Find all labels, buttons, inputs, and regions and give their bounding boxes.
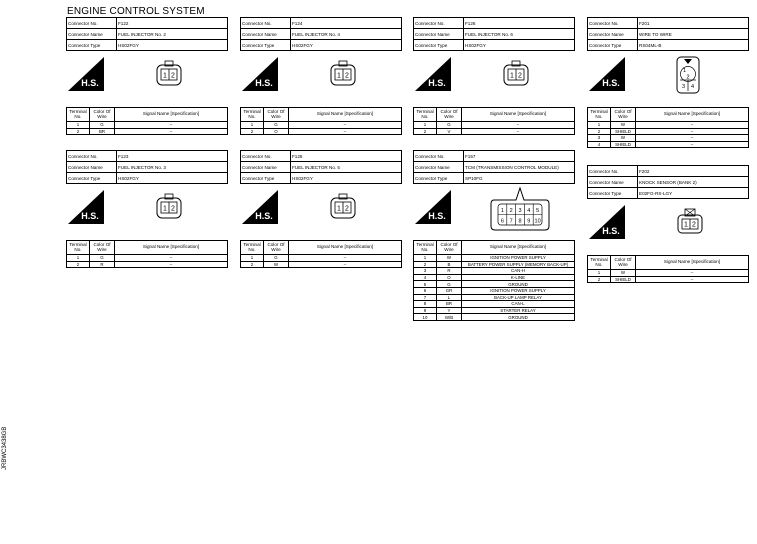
hs-badge-icon <box>68 57 104 91</box>
table-row: 1 G – <box>241 255 402 262</box>
connector-no: F202 <box>638 166 749 177</box>
col-terminal: Terminal No. <box>67 108 90 122</box>
pin-label: 4 <box>527 208 531 214</box>
col-color: Color Of Wire <box>264 241 289 255</box>
connector-no: F122 <box>117 18 228 29</box>
connector-face-2pin-icon <box>328 192 358 222</box>
pin-label: 2 <box>171 72 175 80</box>
col-signal: Signal Name [Specification] <box>115 241 228 255</box>
hs-badge-label: H.S. <box>81 78 99 88</box>
col-color: Color Of Wire <box>90 241 115 255</box>
terminal-table <box>587 255 749 283</box>
pin-label: 2 <box>509 208 513 214</box>
pin-label: 2 <box>345 205 349 213</box>
pin-label: 5 <box>536 208 540 214</box>
connector-name: FUEL INJECTOR No. 5 <box>291 162 402 173</box>
connector-block-f122 <box>66 17 228 135</box>
connector-face-2pin-icon <box>154 192 184 222</box>
connector-type: HS02FGY <box>464 40 575 51</box>
pin-label: 1 <box>163 72 167 80</box>
connector-name: FUEL INJECTOR No. 3 <box>117 162 228 173</box>
col-color: Color Of Wire <box>611 256 636 270</box>
pin-label: 2 <box>686 74 690 81</box>
table-row: 2 W – <box>241 261 402 268</box>
col-signal: Signal Name [Specification] <box>636 256 749 270</box>
col-signal: Signal Name [Specification] <box>289 108 402 122</box>
hs-badge-label: H.S. <box>602 226 620 236</box>
label-connector-type: Connector Type <box>67 173 117 184</box>
label-connector-name: Connector Name <box>588 29 638 40</box>
label-connector-no: Connector No. <box>414 18 464 29</box>
connector-face-2pin-icon <box>154 59 184 89</box>
page-title: ENGINE CONTROL SYSTEM <box>67 6 205 17</box>
table-row: 2 B BATTERY POWER SUPPLY (MEMORY BACK-UP) <box>414 261 575 268</box>
col-terminal: Terminal No. <box>588 256 611 270</box>
col-color: Color Of Wire <box>611 108 636 122</box>
connector-no: F124 <box>291 18 402 29</box>
table-row: 2 SHIELD – <box>588 276 749 283</box>
table-row: 1 G – <box>67 255 228 262</box>
label-connector-name: Connector Name <box>67 29 117 40</box>
connector-header-table <box>66 150 228 184</box>
label-connector-type: Connector Type <box>414 40 464 51</box>
table-row: 9 Y STARTER RELAY <box>414 307 575 314</box>
table-row: 4 SHIELD – <box>588 141 749 148</box>
label-connector-no: Connector No. <box>67 18 117 29</box>
table-row: 1 G – <box>67 122 228 129</box>
connector-header-table <box>587 165 749 199</box>
connector-header-table <box>240 150 402 184</box>
label-connector-name: Connector Name <box>588 177 638 188</box>
pin-label: 10 <box>534 218 541 225</box>
col-color: Color Of Wire <box>437 108 462 122</box>
connector-face-2pin-icon <box>501 59 531 89</box>
pin-label: 1 <box>510 72 514 80</box>
table-row: 2 BR – <box>67 128 228 135</box>
connector-name: TCM (TRANSMISSION CONTROL MODULE) <box>464 162 575 173</box>
hs-badge-label: H.S. <box>81 211 99 221</box>
pin-label: 7 <box>509 218 513 225</box>
pin-label: 1 <box>163 205 167 213</box>
table-row: 5 G GROUND <box>414 281 575 288</box>
pin-label: 9 <box>527 218 531 225</box>
col-terminal: Terminal No. <box>414 108 437 122</box>
table-row: 2 R – <box>67 261 228 268</box>
connector-header-table <box>240 17 402 51</box>
col-terminal: Terminal No. <box>241 108 264 122</box>
hs-badge-label: H.S. <box>255 78 273 88</box>
col-signal: Signal Name [Specification] <box>115 108 228 122</box>
hs-badge-icon <box>242 57 278 91</box>
connector-no: F125 <box>291 151 402 162</box>
pin-label: 2 <box>345 72 349 80</box>
connector-no: F157 <box>464 151 575 162</box>
label-connector-no: Connector No. <box>414 151 464 162</box>
connector-face-4pin-icon <box>675 55 701 95</box>
col-signal: Signal Name [Specification] <box>462 241 575 255</box>
pin-label: 3 <box>518 208 522 214</box>
hs-badge-icon <box>415 57 451 91</box>
connector-header-table <box>66 17 228 51</box>
connector-no: F201 <box>638 18 749 29</box>
table-row: 1 G – <box>414 122 575 129</box>
terminal-table <box>66 240 228 268</box>
pin-label: 2 <box>518 72 522 80</box>
table-row: 1 W – <box>588 270 749 277</box>
hs-badge-icon <box>589 205 625 239</box>
connector-header-table <box>413 150 575 184</box>
connector-face-10pin-icon <box>489 184 551 232</box>
col-terminal: Terminal No. <box>67 241 90 255</box>
label-connector-no: Connector No. <box>588 18 638 29</box>
label-connector-type: Connector Type <box>67 40 117 51</box>
hs-badge-icon <box>415 190 451 224</box>
document-code: JRBWC3438GB <box>2 426 8 470</box>
label-connector-no: Connector No. <box>241 151 291 162</box>
terminal-table <box>587 107 749 148</box>
connector-block-f123 <box>66 150 228 268</box>
label-connector-name: Connector Name <box>241 162 291 173</box>
hs-badge-label: H.S. <box>255 211 273 221</box>
label-connector-type: Connector Type <box>588 188 638 199</box>
terminal-table <box>413 107 575 135</box>
hs-badge-label: H.S. <box>602 78 620 88</box>
connector-block-f124 <box>240 17 402 135</box>
pin-label: 1 <box>500 208 504 214</box>
connector-name: FUEL INJECTOR No. 6 <box>464 29 575 40</box>
table-row: 1 W IGNITION POWER SUPPLY <box>414 255 575 262</box>
connector-block-f126 <box>413 17 575 135</box>
col-terminal: Terminal No. <box>241 241 264 255</box>
col-color: Color Of Wire <box>264 108 289 122</box>
table-row: 2 O – <box>241 128 402 135</box>
connector-name: FUEL INJECTOR No. 4 <box>291 29 402 40</box>
col-terminal: Terminal No. <box>414 241 437 255</box>
hs-badge-label: H.S. <box>428 78 446 88</box>
label-connector-no: Connector No. <box>67 151 117 162</box>
connector-name: FUEL INJECTOR No. 2 <box>117 29 228 40</box>
table-row: 1 G – <box>241 122 402 129</box>
pin-label: 2 <box>171 205 175 213</box>
connector-name: KNOCK SENSOR (BANK 2) <box>638 177 749 188</box>
table-row: 3 W – <box>588 135 749 142</box>
label-connector-no: Connector No. <box>588 166 638 177</box>
connector-block-f125 <box>240 150 402 268</box>
connector-no: F123 <box>117 151 228 162</box>
col-signal: Signal Name [Specification] <box>636 108 749 122</box>
table-row: 3 R CAN-H <box>414 268 575 275</box>
connector-type: HS02FGY <box>117 173 228 184</box>
label-connector-type: Connector Type <box>588 40 638 51</box>
label-connector-name: Connector Name <box>67 162 117 173</box>
connector-header-table <box>587 17 749 51</box>
table-row: 10 W/B GROUND <box>414 314 575 321</box>
pin-label: 1 <box>337 72 341 80</box>
hs-badge-label: H.S. <box>428 211 446 221</box>
connector-block-f202 <box>587 165 749 283</box>
connector-type: HS02FGY <box>291 173 402 184</box>
label-connector-no: Connector No. <box>241 18 291 29</box>
label-connector-type: Connector Type <box>414 173 464 184</box>
connector-type: E02FG-RS-LGY <box>638 188 749 199</box>
pin-label: 1 <box>682 68 687 74</box>
connector-type: RS04ML-B <box>638 40 749 51</box>
label-connector-name: Connector Name <box>241 29 291 40</box>
col-signal: Signal Name [Specification] <box>462 108 575 122</box>
pin-label: 4 <box>690 84 695 90</box>
connector-type: SP10FG <box>464 173 575 184</box>
table-row: 2 SHIELD – <box>588 128 749 135</box>
label-connector-type: Connector Type <box>241 40 291 51</box>
hs-badge-icon <box>242 190 278 224</box>
col-signal: Signal Name [Specification] <box>289 241 402 255</box>
connector-face-2pin-icon <box>328 59 358 89</box>
pin-label: 1 <box>684 221 688 229</box>
terminal-table <box>66 107 228 135</box>
table-row: 7 L BACK-UP LAMP RELAY <box>414 294 575 301</box>
col-color: Color Of Wire <box>437 241 462 255</box>
table-row: 8 BR CAN-L <box>414 301 575 308</box>
connector-type: HS02FGY <box>291 40 402 51</box>
hs-badge-icon <box>68 190 104 224</box>
table-row: 4 O K-LINE <box>414 274 575 281</box>
table-row: 1 W – <box>588 122 749 129</box>
col-color: Color Of Wire <box>90 108 115 122</box>
connector-header-table <box>413 17 575 51</box>
connector-block-f157 <box>413 150 575 321</box>
pin-label: 3 <box>681 84 686 90</box>
terminal-table <box>413 240 575 321</box>
connector-type: HS02FGY <box>117 40 228 51</box>
terminal-table <box>240 107 402 135</box>
pin-label: 2 <box>692 221 696 229</box>
hs-badge-icon <box>589 57 625 91</box>
table-row: 2 V – <box>414 128 575 135</box>
label-connector-name: Connector Name <box>414 162 464 173</box>
pin-label: 6 <box>500 218 504 225</box>
label-connector-type: Connector Type <box>241 173 291 184</box>
pin-label: 1 <box>337 205 341 213</box>
connector-no: F126 <box>464 18 575 29</box>
table-row: 6 GR IGNITION POWER SUPPLY <box>414 287 575 294</box>
pin-label: 8 <box>518 218 522 225</box>
connector-name: WIRE TO WIRE <box>638 29 749 40</box>
label-connector-name: Connector Name <box>414 29 464 40</box>
connector-face-2pin-icon <box>675 207 705 237</box>
col-terminal: Terminal No. <box>588 108 611 122</box>
terminal-table <box>240 240 402 268</box>
connector-block-f201 <box>587 17 749 148</box>
